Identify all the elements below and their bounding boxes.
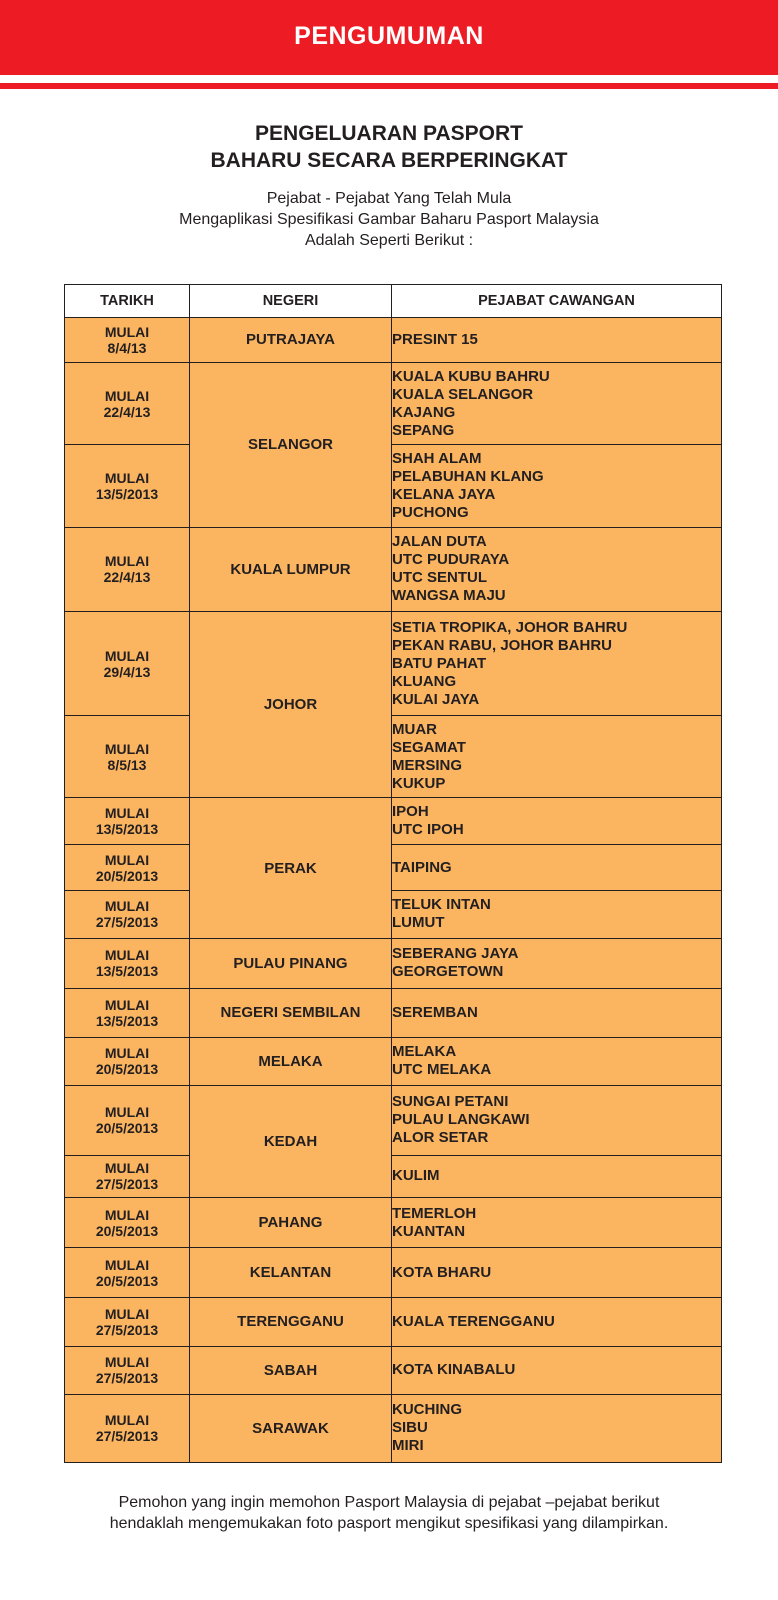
offices-cell: KOTA BHARU bbox=[392, 1248, 722, 1298]
date-cell bbox=[65, 890, 190, 938]
subtitle-line-1: Pejabat - Pejabat Yang Telah Mula bbox=[266, 190, 512, 207]
date-cell bbox=[65, 845, 190, 891]
date-label: MULAI bbox=[104, 1305, 150, 1322]
state-cell: KEDAH bbox=[190, 1086, 392, 1198]
date-value: 13/5/2013 bbox=[95, 963, 159, 980]
offices-cell: MELAKA UTC MELAKA bbox=[392, 1037, 722, 1086]
table-row bbox=[65, 1394, 722, 1462]
table-row bbox=[65, 1155, 722, 1198]
date-cell bbox=[65, 798, 190, 845]
table-header-row bbox=[65, 285, 722, 318]
table-row bbox=[65, 445, 722, 527]
state-cell: NEGERI SEMBILAN bbox=[190, 988, 392, 1037]
title-line-1: PENGELUARAN PASPORT bbox=[255, 122, 523, 145]
footer-note bbox=[0, 1492, 778, 1534]
subtitle-line-2: Mengaplikasi Spesifikasi Gambar Baharu Pasport Malaysia bbox=[179, 211, 599, 228]
date-label: MULAI bbox=[104, 647, 150, 664]
offices-cell: PRESINT 15 bbox=[392, 318, 722, 363]
date-value: 22/4/13 bbox=[103, 569, 151, 586]
table-row bbox=[65, 1248, 722, 1298]
date-value: 27/5/2013 bbox=[95, 1321, 159, 1338]
footer-line-1: Pemohon yang ingin memohon Pasport Malaysia di pejabat –pejabat berikut bbox=[118, 1494, 660, 1511]
date-value: 13/5/2013 bbox=[95, 1012, 159, 1029]
offices-cell: SETIA TROPIKA, JOHOR BAHRU PEKAN RABU, JOHOR BAHRU BATU PAHAT KLUANG KULAI JAYA bbox=[392, 612, 722, 716]
date-cell bbox=[65, 938, 190, 988]
date-label: MULAI bbox=[104, 740, 150, 757]
table-row bbox=[65, 612, 722, 716]
date-label: MULAI bbox=[104, 1256, 150, 1273]
date-label: MULAI bbox=[104, 1412, 150, 1429]
date-cell bbox=[65, 1248, 190, 1298]
date-label: MULAI bbox=[104, 805, 150, 822]
date-value: 27/5/2013 bbox=[95, 1370, 159, 1387]
header-pejabat: PEJABAT CAWANGAN bbox=[392, 285, 722, 318]
offices-cell: KUALA TERENGGANU bbox=[392, 1298, 722, 1347]
date-cell bbox=[65, 1037, 190, 1086]
state-cell: SARAWAK bbox=[190, 1394, 392, 1462]
date-label: MULAI bbox=[104, 1354, 150, 1371]
date-cell bbox=[65, 1198, 190, 1248]
offices-cell: KULIM bbox=[392, 1155, 722, 1198]
state-cell: PUTRAJAYA bbox=[190, 318, 392, 363]
offices-cell: JALAN DUTA UTC PUDURAYA UTC SENTUL WANGSA MAJU bbox=[392, 527, 722, 611]
table-row bbox=[65, 527, 722, 611]
date-value: 27/5/2013 bbox=[95, 1176, 159, 1193]
offices-cell: SUNGAI PETANI PULAU LANGKAWI ALOR SETAR bbox=[392, 1086, 722, 1155]
table-row bbox=[65, 890, 722, 938]
table-row bbox=[65, 988, 722, 1037]
date-cell bbox=[65, 527, 190, 611]
date-value: 29/4/13 bbox=[103, 663, 151, 680]
date-label: MULAI bbox=[104, 387, 150, 404]
table-row bbox=[65, 362, 722, 444]
state-cell: KELANTAN bbox=[190, 1248, 392, 1298]
offices-cell: TELUK INTAN LUMUT bbox=[392, 890, 722, 938]
date-value: 20/5/2013 bbox=[95, 1222, 159, 1239]
offices-cell: SEBERANG JAYA GEORGETOWN bbox=[392, 938, 722, 988]
state-cell: KUALA LUMPUR bbox=[190, 527, 392, 611]
table-row bbox=[65, 1298, 722, 1347]
offices-cell: MUAR SEGAMAT MERSING KUKUP bbox=[392, 715, 722, 797]
date-cell bbox=[65, 1086, 190, 1155]
table-row bbox=[65, 798, 722, 845]
date-value: 20/5/2013 bbox=[95, 1120, 159, 1137]
date-label: MULAI bbox=[104, 947, 150, 964]
header-tarikh: TARIKH bbox=[65, 285, 190, 318]
date-label: MULAI bbox=[104, 1160, 150, 1177]
table-row bbox=[65, 1037, 722, 1086]
offices-cell: KUALA KUBU BAHRU KUALA SELANGOR KAJANG SEPANG bbox=[392, 362, 722, 444]
state-cell: PERAK bbox=[190, 798, 392, 938]
divider-line bbox=[0, 83, 778, 89]
state-cell: PULAU PINANG bbox=[190, 938, 392, 988]
date-label: MULAI bbox=[104, 323, 150, 340]
offices-cell: SHAH ALAM PELABUHAN KLANG KELANA JAYA PUCHONG bbox=[392, 445, 722, 527]
offices-cell: KUCHING SIBU MIRI bbox=[392, 1394, 722, 1462]
date-cell bbox=[65, 362, 190, 444]
date-label: MULAI bbox=[104, 851, 150, 868]
offices-cell: KOTA KINABALU bbox=[392, 1346, 722, 1394]
date-value: 27/5/2013 bbox=[95, 1428, 159, 1445]
date-cell bbox=[65, 1346, 190, 1394]
subtitle bbox=[0, 188, 778, 251]
date-cell bbox=[65, 715, 190, 797]
date-cell bbox=[65, 1394, 190, 1462]
date-cell bbox=[65, 612, 190, 716]
date-label: MULAI bbox=[104, 1206, 150, 1223]
state-cell: SABAH bbox=[190, 1346, 392, 1394]
state-cell: MELAKA bbox=[190, 1037, 392, 1086]
footer-line-2: hendaklah mengemukakan foto pasport mengikut spesifikasi yang dilampirkan. bbox=[109, 1515, 669, 1532]
date-value: 13/5/2013 bbox=[95, 485, 159, 502]
date-label: MULAI bbox=[104, 469, 150, 486]
banner-title: PENGUMUMAN bbox=[294, 22, 484, 50]
date-value: 22/4/13 bbox=[103, 403, 151, 420]
table-row bbox=[65, 938, 722, 988]
date-label: MULAI bbox=[104, 553, 150, 570]
offices-cell: TAIPING bbox=[392, 845, 722, 891]
date-cell bbox=[65, 445, 190, 527]
subtitle-line-3: Adalah Seperti Berikut : bbox=[304, 232, 474, 249]
date-label: MULAI bbox=[104, 1045, 150, 1062]
table-row bbox=[65, 1086, 722, 1155]
date-cell bbox=[65, 318, 190, 363]
date-value: 13/5/2013 bbox=[95, 821, 159, 838]
date-cell bbox=[65, 1155, 190, 1198]
schedule-table bbox=[64, 284, 722, 1463]
offices-cell: TEMERLOH KUANTAN bbox=[392, 1198, 722, 1248]
page-title bbox=[0, 120, 778, 174]
date-value: 27/5/2013 bbox=[95, 914, 159, 931]
header-negeri: NEGERI bbox=[190, 285, 392, 318]
table-row bbox=[65, 1346, 722, 1394]
table-row bbox=[65, 845, 722, 891]
table-row bbox=[65, 318, 722, 363]
date-label: MULAI bbox=[104, 1104, 150, 1121]
state-cell: PAHANG bbox=[190, 1198, 392, 1248]
date-value: 20/5/2013 bbox=[95, 867, 159, 884]
state-cell: TERENGGANU bbox=[190, 1298, 392, 1347]
date-value: 8/5/13 bbox=[107, 756, 147, 773]
date-value: 8/4/13 bbox=[107, 339, 147, 356]
title-line-2: BAHARU SECARA BERPERINGKAT bbox=[210, 149, 568, 172]
date-cell bbox=[65, 1298, 190, 1347]
table-row bbox=[65, 715, 722, 797]
date-label: MULAI bbox=[104, 898, 150, 915]
offices-cell: IPOH UTC IPOH bbox=[392, 798, 722, 845]
date-value: 20/5/2013 bbox=[95, 1061, 159, 1078]
state-cell: SELANGOR bbox=[190, 362, 392, 527]
offices-cell: SEREMBAN bbox=[392, 988, 722, 1037]
date-label: MULAI bbox=[104, 996, 150, 1013]
date-value: 20/5/2013 bbox=[95, 1272, 159, 1289]
table-row bbox=[65, 1198, 722, 1248]
state-cell: JOHOR bbox=[190, 612, 392, 798]
date-cell bbox=[65, 988, 190, 1037]
